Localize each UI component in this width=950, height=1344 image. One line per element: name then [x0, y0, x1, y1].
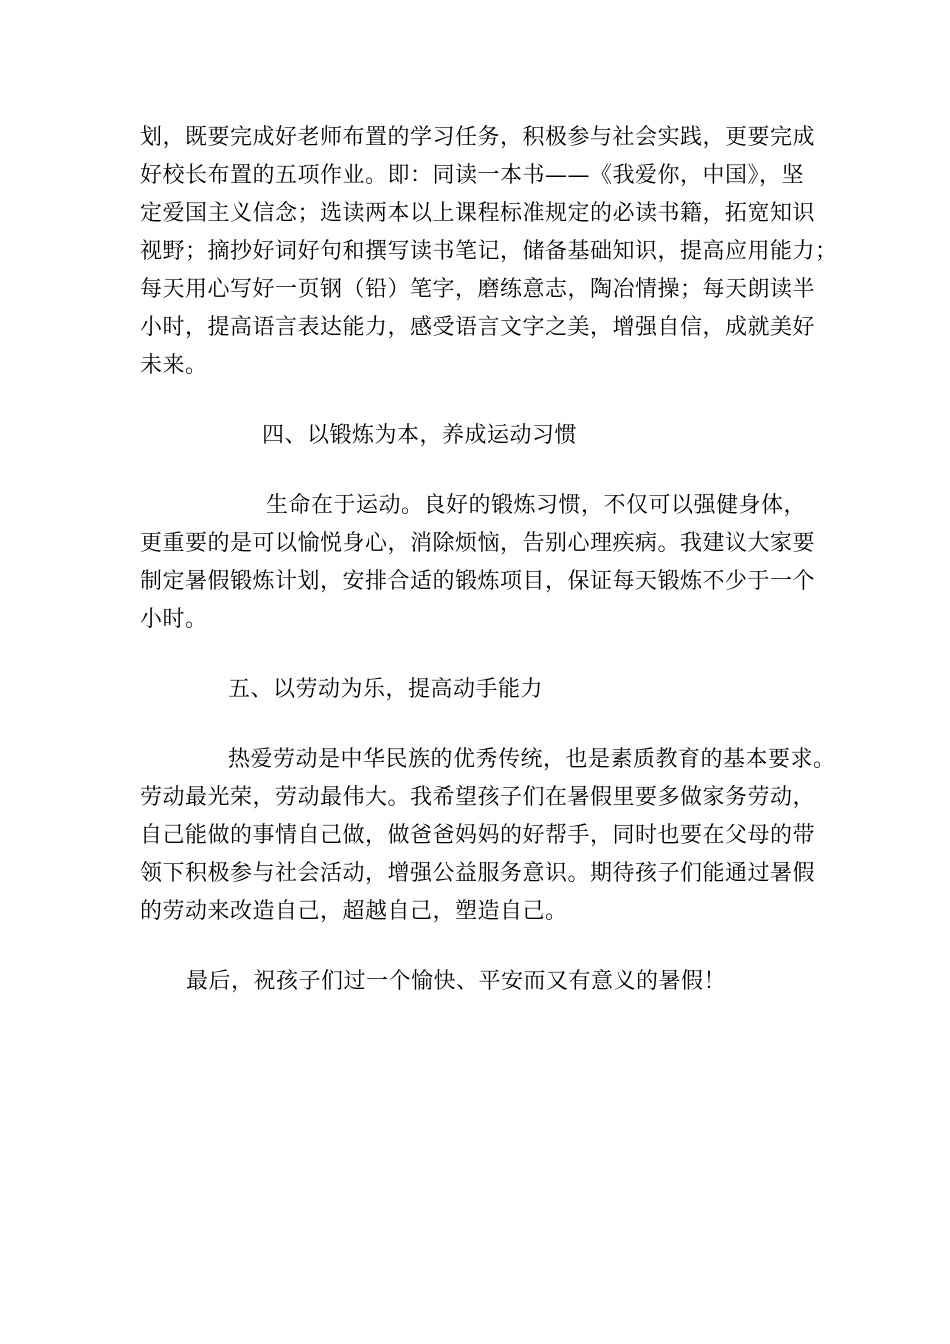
paragraph-4-line-1: 生命在于运动。良好的锻炼习惯，不仅可以强健身体，	[266, 493, 807, 518]
paragraph-5-line-2: 劳动最光荣，劳动最伟大。我希望孩子们在暑假里要多做家务劳动，	[140, 785, 816, 810]
paragraph-5-line-1: 热爱劳动是中华民族的优秀传统，也是素质教育的基本要求。	[228, 747, 836, 772]
paragraph-1-line-1: 划，既要完成好老师布置的学习任务，积极参与社会实践，更要完成	[140, 125, 816, 150]
paragraph-1-line-5: 每天用心写好一页钢（铅）笔字，磨练意志，陶冶情操；每天朗读半	[140, 277, 816, 302]
paragraph-1-line-3: 定爱国主义信念；选读两本以上课程标准规定的必读书籍，拓宽知识	[140, 201, 816, 226]
paragraph-4-line-2: 更重要的是可以愉悦身心，消除烦恼，告别心理疾病。我建议大家要	[140, 531, 816, 556]
paragraph-5-line-3: 自己能做的事情自己做，做爸爸妈妈的好帮手，同时也要在父母的带	[140, 823, 816, 848]
paragraph-4-line-3: 制定暑假锻炼计划，安排合适的锻炼项目，保证每天锻炼不少于一个	[140, 569, 816, 594]
paragraph-5-line-4: 领下积极参与社会活动，增强公益服务意识。期待孩子们能通过暑假	[140, 861, 816, 886]
closing-line: 最后，祝孩子们过一个愉快、平安而又有意义的暑假！	[186, 969, 727, 994]
paragraph-1-line-7: 未来。	[140, 353, 208, 378]
section-heading-5: 五、以劳动为乐，提高动手能力	[228, 677, 544, 702]
paragraph-5-line-5: 的劳动来改造自己，超越自己，塑造自己。	[140, 899, 568, 924]
section-heading-4: 四、以锻炼为本，养成运动习惯	[262, 423, 578, 448]
paragraph-1-line-2: 好校长布置的五项作业。即：同读一本书——《我爱你，中国》，坚	[140, 163, 805, 188]
paragraph-1-line-4: 视野；摘抄好词好句和撰写读书笔记，储备基础知识，提高应用能力；	[140, 239, 838, 264]
paragraph-4-line-4: 小时。	[140, 607, 208, 632]
paragraph-1-line-6: 小时，提高语言表达能力，感受语言文字之美，增强自信，成就美好	[140, 315, 816, 340]
